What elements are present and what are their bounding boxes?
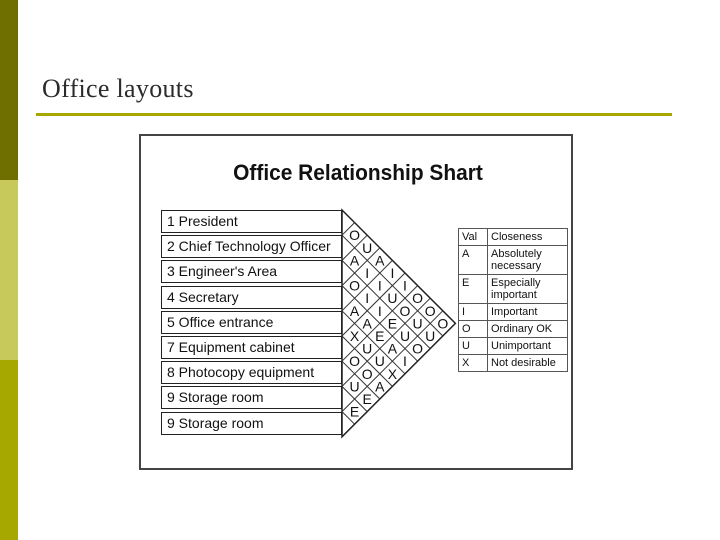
- department-row: 3 Engineer's Area: [161, 260, 342, 283]
- sidebar-band-light: [0, 180, 18, 360]
- relationship-code: O: [349, 277, 361, 294]
- legend-row: [459, 338, 568, 355]
- relationship-code: I: [390, 265, 395, 281]
- department-row: 9 Storage room: [161, 412, 342, 435]
- relationship-code: U: [362, 239, 373, 256]
- relationship-code: U: [387, 290, 398, 307]
- department-row: 2 Chief Technology Officer: [161, 235, 342, 258]
- relationship-code: I: [365, 265, 370, 281]
- department-row: 7 Equipment cabinet: [161, 336, 342, 359]
- decorative-sidebar: [0, 0, 18, 540]
- relationship-code: X: [349, 328, 360, 344]
- relationship-code: I: [403, 277, 407, 294]
- legend-meaning: Not desirable: [488, 355, 568, 372]
- relationship-code: U: [349, 378, 360, 395]
- relationship-code: E: [375, 328, 385, 344]
- relationship-code: O: [424, 302, 436, 319]
- relationship-code: U: [399, 328, 411, 344]
- legend-row: [459, 304, 568, 321]
- department-row: 5 Office entrance: [161, 311, 342, 334]
- legend-code: A: [459, 246, 488, 275]
- title-underline: [36, 113, 672, 116]
- relationship-code: A: [349, 302, 360, 319]
- department-row: 1 President: [161, 210, 342, 233]
- legend-code: I: [459, 304, 488, 321]
- relationship-code: E: [349, 403, 360, 420]
- legend-table: [458, 228, 568, 372]
- relationship-code: O: [412, 290, 424, 307]
- legend-header-row: [459, 229, 568, 246]
- legend-row: [459, 246, 568, 275]
- legend-code: U: [459, 338, 488, 355]
- relationship-code: E: [387, 315, 398, 332]
- legend-row: [459, 275, 568, 304]
- relationship-code: U: [412, 315, 423, 332]
- relationship-code: O: [437, 315, 449, 332]
- slide-title: Office layouts: [42, 74, 194, 103]
- relationship-code: A: [375, 252, 385, 269]
- legend-code: E: [459, 275, 488, 304]
- legend-row: [459, 321, 568, 338]
- legend-code: X: [459, 355, 488, 372]
- relationship-code: O: [412, 340, 424, 357]
- legend-code: O: [459, 321, 488, 338]
- relationship-code: I: [377, 277, 382, 294]
- relationship-code: A: [387, 340, 398, 357]
- relationship-code: O: [361, 365, 373, 382]
- relationship-code: O: [349, 227, 361, 244]
- legend-meaning: Absolutely necessary: [488, 246, 568, 275]
- sidebar-band-dark: [0, 0, 18, 180]
- legend-header-value: Val: [459, 229, 488, 246]
- relationship-code: U: [362, 340, 373, 357]
- relationship-code: O: [399, 302, 411, 319]
- legend-meaning: Important: [488, 304, 568, 321]
- figure-title: Office Relationship Shart: [233, 160, 483, 185]
- relationship-code: E: [362, 391, 372, 407]
- legend-header-closeness: Closeness: [488, 229, 568, 246]
- department-row: 9 Storage room: [161, 386, 342, 409]
- relationship-code: I: [377, 302, 382, 319]
- relationship-code: I: [403, 353, 407, 370]
- relationship-code: O: [349, 353, 361, 370]
- legend-meaning: Especially important: [488, 275, 568, 304]
- department-row: 8 Photocopy equipment: [161, 361, 342, 384]
- department-row: 4 Secretary: [161, 286, 342, 309]
- relationship-code: A: [375, 378, 385, 395]
- relationship-chart-figure: [139, 134, 573, 470]
- relationship-code: A: [362, 315, 372, 332]
- relationship-code: U: [374, 353, 385, 370]
- relationship-code: U: [425, 328, 436, 344]
- legend-meaning: Ordinary OK: [488, 321, 568, 338]
- legend-meaning: Unimportant: [488, 338, 568, 355]
- sidebar-band-medium: [0, 360, 18, 540]
- relationship-code: X: [387, 365, 398, 382]
- relationship-code: I: [365, 290, 370, 307]
- relationship-code: A: [349, 252, 360, 269]
- legend-row: [459, 355, 568, 372]
